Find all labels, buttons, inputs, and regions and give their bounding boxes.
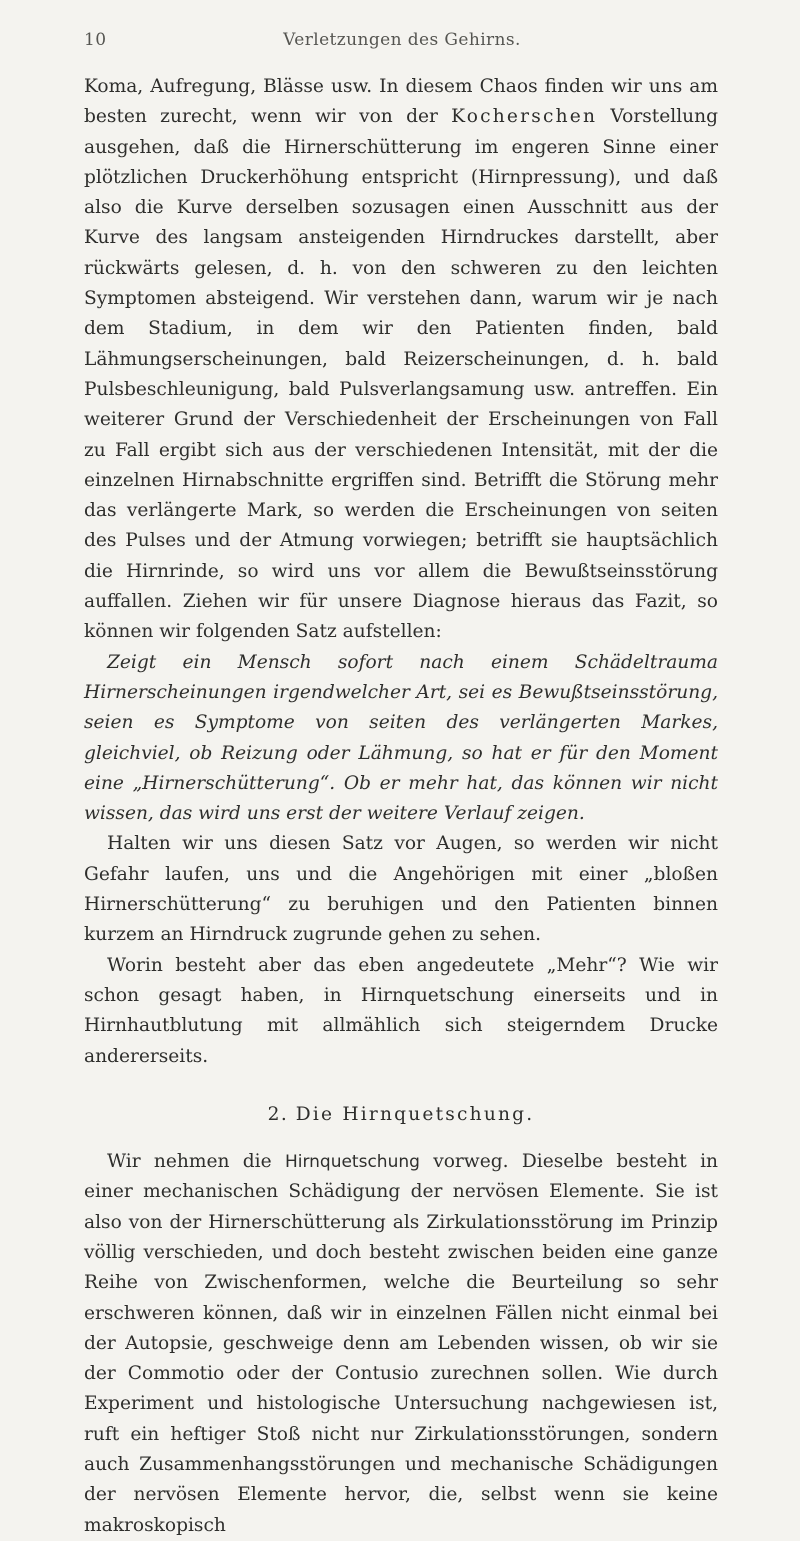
- paragraph-text: vorweg. Dieselbe besteht in einer mechanischen Schädigung der nervösen Elemente. Sie ist also von der Hirnerschütterung als Zirkulationsstörung im Prinzip völlig verschieden, und doch besteht zwischen beiden eine ganze Reihe von Zwischenformen, welche die Beurteilung so sehr erschweren können, daß wir in einzelnen Fällen nicht einmal bei der Autopsie, geschweige denn am Lebenden wissen, ob wir sie der Commotio oder der Contusio zurechnen sollen. Wie durch Experiment und histologische Untersuchung nachgewiesen ist, ruft ein heftiger Stoß nicht nur Zirkulationsstörungen, sondern auch Zusammenhangsstörungen und mechanische Schädigungen der nervösen Elemente hervor, die, selbst wenn sie keine makroskopisch: [84, 1151, 718, 1536]
- thesis-paragraph: Zeigt ein Mensch sofort nach einem Schädeltrauma Hirnerscheinungen irgendwelcher Art, sei es Bewußtseinsstörung, seien es Symptome von seiten des verlängerten Markes, gleichviel, ob Reizung oder Lähmung, so hat er für den Moment eine „Hirnerschütterung“. Ob er mehr hat, das können wir nicht wissen, das wird uns erst der weitere Verlauf zeigen.: [84, 651, 718, 825]
- page-header: [84, 30, 720, 56]
- running-head: Verletzungen des Gehirns.: [283, 30, 521, 50]
- paragraph-continuation: [84, 72, 718, 648]
- paragraph: [84, 1147, 718, 1541]
- section-number: 2.: [267, 1103, 289, 1125]
- key-term: Hirnquetschung: [284, 1152, 420, 1173]
- section-title: Die Hirnquetschung.: [295, 1103, 535, 1125]
- page-number: 10: [84, 30, 107, 50]
- body-text: [84, 72, 718, 1541]
- paragraph-text: Wir nehmen die: [107, 1151, 285, 1173]
- paragraph-text: Vorstellung ausgehen, daß die Hirnerschütterung im engeren Sinne einer plötzlichen Druckerhöhung entspricht (Hirnpressung), und daß also die Kurve derselben sozusagen einen Ausschnitt aus der Kurve des langsam ansteigenden Hirndruckes darstellt, aber rückwärts gelesen, d. h. von den schweren zu den leichten Symptomen absteigend. Wir verstehen dann, warum wir je nach dem Stadium, in dem wir den Patienten finden, bald Lähmungserscheinungen, bald Reizerscheinungen, d. h. bald Pulsbeschleunigung, bald Pulsverlangsamung usw. antreffen. Ein weiterer Grund der Verschiedenheit der Erscheinungen von Fall zu Fall ergibt sich aus der verschiedenen Intensität, mit der die einzelnen Hirnabschnitte ergriffen sind. Betrifft die Störung mehr das verlängerte Mark, so werden die Erscheinungen von seiten des Pulses und der Atmung vorwiegen; betrifft sie hauptsächlich die Hirnrinde, so wird uns vor allem die Bewußtseinsstörung auffallen. Ziehen wir für unsere Diagnose hieraus das Fazit, so können wir folgenden Satz aufstellen:: [84, 106, 718, 643]
- paragraph: Halten wir uns diesen Satz vor Augen, so werden wir nicht Gefahr laufen, uns und die Angehörigen mit einer „bloßen Hirnerschütterung“ zu beruhigen und den Patienten binnen kurzem an Hirndruck zugrunde gehen zu sehen.: [84, 833, 718, 946]
- section-heading: [84, 1100, 718, 1130]
- paragraph-text: Koma, Aufregung, Blässe usw. In diesem Chaos finden wir uns am besten zurecht, wenn wir von der: [84, 76, 718, 128]
- author-name-kocher: Kocherschen: [451, 106, 598, 128]
- paragraph: Worin besteht aber das eben angedeutete „Mehr“? Wie wir schon gesagt haben, in Hirnquetschung einerseits und in Hirnhautblutung mit allmählich sich steigerndem Drucke andererseits.: [84, 954, 718, 1067]
